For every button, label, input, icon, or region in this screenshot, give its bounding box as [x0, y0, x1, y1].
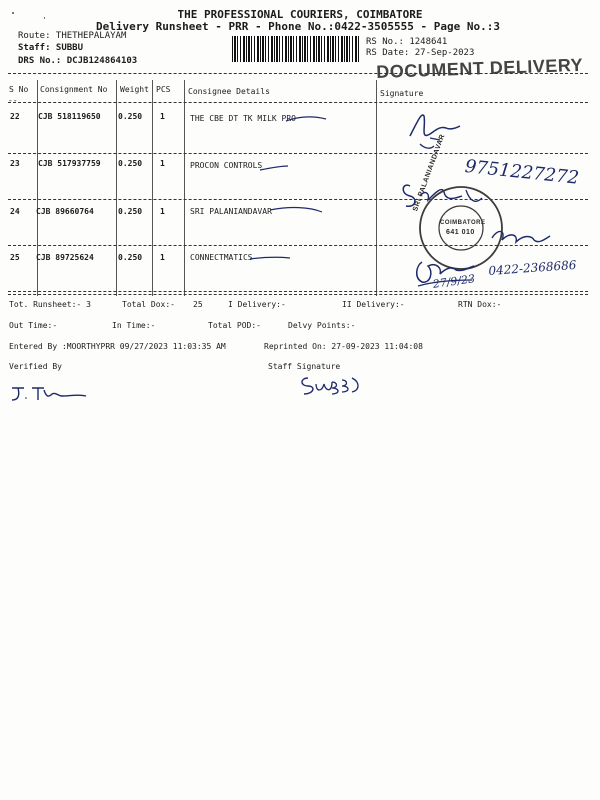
- row-weight: 0.250: [118, 253, 143, 262]
- row-pcs: 1: [160, 253, 165, 262]
- row-consignee: PROCON CONTROLS: [190, 161, 263, 170]
- tot-runsheet: Tot. Runsheet:- 3: [9, 300, 91, 309]
- col-header-consignment: Consignment No: [40, 85, 108, 94]
- total-pod: Total POD:-: [208, 321, 261, 330]
- handwritten-phone: 0422-2368686: [488, 257, 577, 278]
- row-consignee: SRI PALANIANDAVAR: [190, 207, 272, 216]
- seal-inner-pin: 641 010: [446, 229, 475, 236]
- document-delivery-stamp: DOCUMENT DELIVERY: [376, 54, 584, 82]
- row-consignment: CJB 89725624: [36, 253, 94, 262]
- entered-by: Entered By :MOORTHYPRR 09/27/2023 11:03:35 AM: [9, 342, 226, 351]
- verified-by-signature: [8, 384, 98, 408]
- signature-row-24: [488, 222, 558, 252]
- handwritten-phone: 9751227272: [463, 156, 580, 189]
- in-time: In Time:-: [112, 321, 156, 330]
- drs-number: DRS No.: DCJB124864103: [18, 56, 138, 66]
- row-pcs: 1: [160, 207, 165, 216]
- row-consignment: CJB 89660764: [36, 207, 94, 216]
- handwritten-strokes: [0, 0, 600, 300]
- runsheet-title: Delivery Runsheet - PRR - Phone No.:0422-3505555 - Page No.:3: [96, 20, 500, 33]
- reprinted-on: Reprinted On: 27-09-2023 11:04:08: [264, 342, 423, 351]
- header-dash-mark: --: [8, 96, 18, 105]
- rs-number: RS No.: 1248641: [366, 37, 448, 47]
- staff-signature-label: Staff Signature: [268, 362, 341, 371]
- ii-delivery: II Delivery:-: [342, 300, 405, 309]
- row-sno: 23: [10, 159, 20, 168]
- seal-inner-city: COIMBATORE: [440, 220, 486, 226]
- row-consignee: THE CBE DT TK MILK PRO: [190, 114, 296, 123]
- route: Route: THETHEPALAYAM: [18, 31, 127, 41]
- rs-date: RS Date: 27-Sep-2023: [366, 48, 475, 58]
- row-weight: 0.250: [118, 112, 143, 121]
- row-consignee: CONNECTMATICS: [190, 253, 253, 262]
- staff-signature: [298, 372, 368, 400]
- row-weight: 0.250: [118, 159, 143, 168]
- total-dox-label: Total Dox:-: [122, 300, 175, 309]
- col-header-pcs: PCS: [156, 85, 171, 94]
- col-header-weight: Weight: [120, 85, 149, 94]
- company-title: THE PROFESSIONAL COURIERS, COIMBATORE: [177, 8, 423, 21]
- handwritten-date: 27/9/23: [432, 272, 476, 291]
- col-header-sno: S No: [9, 85, 29, 94]
- row-weight: 0.250: [118, 207, 143, 216]
- row-sno: 24: [10, 207, 20, 216]
- row-pcs: 1: [160, 112, 165, 121]
- delvy-points: Delvy Points:-: [288, 321, 356, 330]
- row-consignment: CJB 518119650: [38, 112, 101, 121]
- seal-outer-text: SRI PALANIANDAVAR: [412, 133, 447, 213]
- col-header-consignee: Consignee Details: [188, 87, 270, 96]
- verified-by-label: Verified By: [9, 362, 62, 371]
- row-consignment: CJB 517937759: [38, 159, 101, 168]
- rtn-dox: RTN Dox:-: [458, 300, 502, 309]
- col-header-signature: Signature: [380, 89, 424, 98]
- row-sno: 22: [10, 112, 20, 121]
- total-dox-value: 25: [193, 300, 203, 309]
- i-delivery: I Delivery:-: [228, 300, 286, 309]
- row-pcs: 1: [160, 159, 165, 168]
- row-sno: 25: [10, 253, 20, 262]
- out-time: Out Time:-: [9, 321, 58, 330]
- staff: Staff: SUBBU: [18, 43, 84, 53]
